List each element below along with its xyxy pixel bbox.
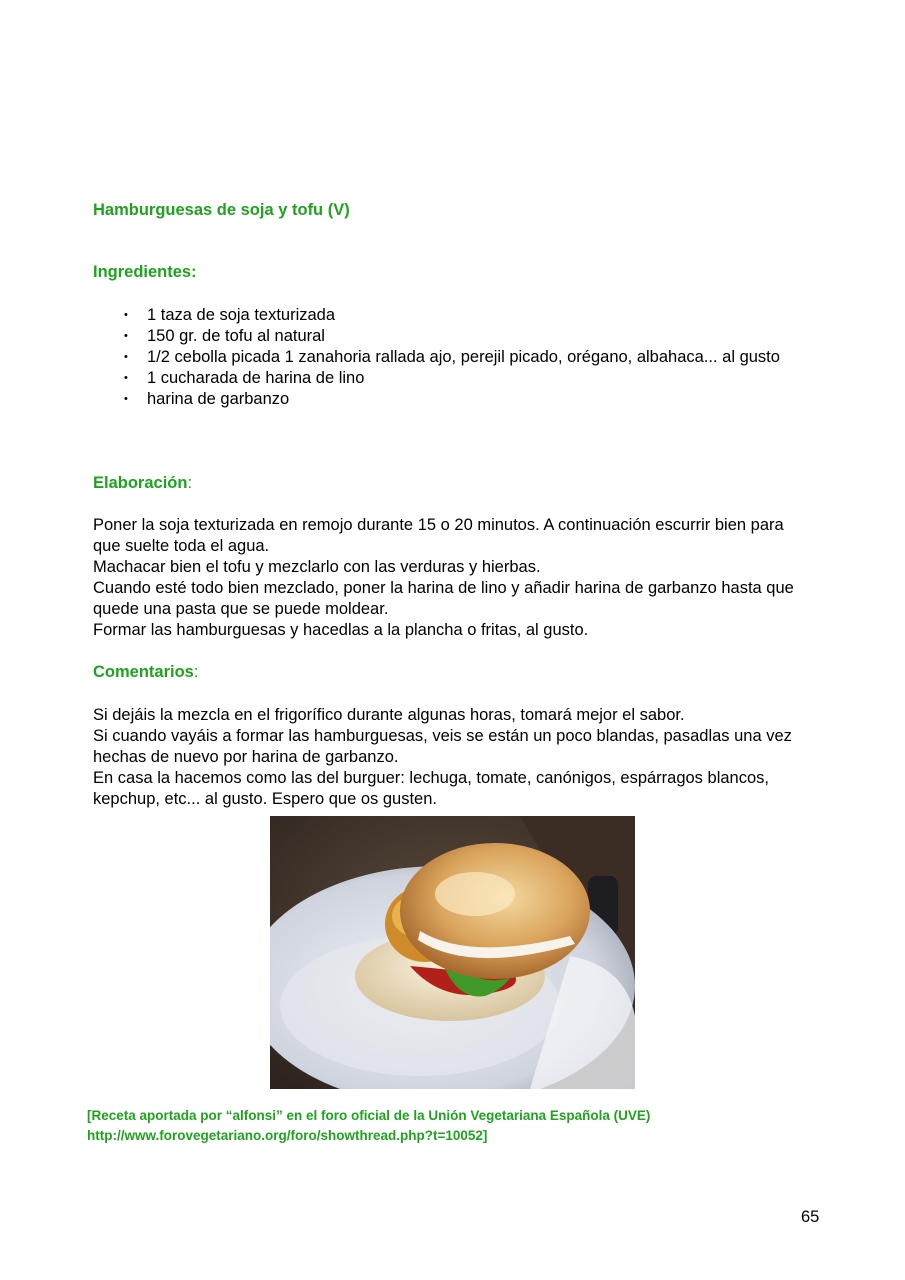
elaboration-paragraph: Machacar bien el tofu y mezclarlo con las verduras y hierbas.: [93, 558, 541, 576]
comments-text: [93, 705, 813, 810]
bullet-icon: •: [124, 393, 128, 405]
comments-heading: [93, 663, 198, 682]
elaboration-paragraph: Poner la soja texturizada en remojo durante 15 o 20 minutos. A continuación escurrir bien para que suelte toda el agua.: [93, 516, 784, 555]
ingredient-text: 1 cucharada de harina de lino: [147, 369, 365, 387]
ingredient-text: harina de garbanzo: [147, 390, 290, 408]
bullet-icon: •: [124, 309, 128, 321]
list-item: [93, 326, 813, 347]
bullet-icon: •: [124, 372, 128, 384]
comments-heading-text: Comentarios: [93, 663, 194, 681]
burger-photo: [270, 816, 635, 1089]
credit-url[interactable]: http://www.forovegetariano.org/foro/showthread.php?t=10052]: [87, 1128, 488, 1143]
comments-paragraph: En casa la hacemos como las del burguer: lechuga, tomate, canónigos, espárragos blancos, kepchup, etc... al gusto. Espero que os gusten.: [93, 769, 769, 808]
list-item: [93, 389, 813, 410]
elaboration-paragraph: Formar las hamburguesas y hacedlas a la plancha o fritas, al gusto.: [93, 621, 589, 639]
elaboration-heading-text: Elaboración: [93, 474, 188, 492]
credit-line: [Receta aportada por “alfonsi” en el foro oficial de la Unión Vegetariana Española (UVE): [87, 1108, 651, 1123]
list-item: [93, 368, 813, 389]
elaboration-text: [93, 515, 813, 641]
list-item: [93, 305, 813, 326]
ingredients-list: [93, 305, 813, 410]
bullet-icon: •: [124, 351, 128, 363]
recipe-title: Hamburguesas de soja y tofu (V): [93, 201, 350, 219]
page-number: 65: [801, 1208, 820, 1226]
comments-heading-colon: :: [193, 663, 199, 681]
list-item: [93, 347, 813, 368]
ingredients-heading: Ingredientes:: [93, 263, 197, 281]
ingredient-text: 1/2 cebolla picada 1 zanahoria rallada ajo, perejil picado, orégano, albahaca... al gusto: [147, 348, 780, 366]
elaboration-heading-colon: :: [187, 474, 193, 492]
elaboration-heading: [93, 474, 192, 493]
elaboration-paragraph: Cuando esté todo bien mezclado, poner la harina de lino y añadir harina de garbanzo hasta que quede una pasta que se puede moldear.: [93, 579, 794, 618]
ingredient-text: 1 taza de soja texturizada: [147, 306, 336, 324]
bullet-icon: •: [124, 330, 128, 342]
ingredient-text: 150 gr. de tofu al natural: [147, 327, 325, 345]
comments-paragraph: Si cuando vayáis a formar las hamburguesas, veis se están un poco blandas, pasadlas una vez hechas de nuevo por harina de garbanzo.: [93, 727, 792, 766]
comments-paragraph: Si dejáis la mezcla en el frigorífico durante algunas horas, tomará mejor el sabor.: [93, 706, 685, 724]
recipe-credit: [87, 1106, 650, 1146]
